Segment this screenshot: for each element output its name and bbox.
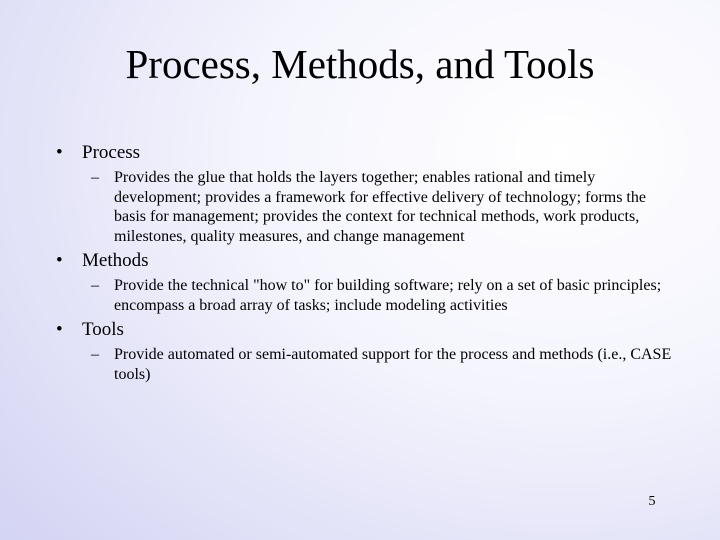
bullet-marker: • — [56, 319, 63, 340]
sub-bullet-text-tools: Provide automated or semi-automated support for the process and methods (i.e., CASE tools) — [114, 346, 672, 383]
sub-bullet-marker: – — [91, 346, 99, 363]
sub-bullet-text-methods: Provide the technical "how to" for building software; rely on a set of basic principles; encompass a broad array of tasks; include modeling activities — [114, 277, 662, 314]
bullet-label-methods: Methods — [82, 250, 149, 271]
bullet-marker: • — [56, 250, 63, 271]
slide-title: Process, Methods, and Tools — [125, 41, 595, 87]
sub-bullet-text-process: Provides the glue that holds the layers together; enables rational and timely development; provides a framework for effective delivery of technology; forms the basis for management; provides the context for technical methods, work products, milestones, quality measures, and change management — [114, 169, 646, 245]
bullet-label-process: Process — [82, 142, 141, 163]
page-number: 5 — [648, 494, 656, 509]
sub-bullet-tools — [91, 345, 676, 384]
bullet-marker: • — [56, 142, 63, 163]
bullet-label-tools: Tools — [82, 319, 124, 340]
bullet-tools — [56, 318, 124, 342]
bullet-methods — [56, 249, 149, 273]
sub-bullet-marker: – — [91, 277, 99, 294]
bullet-process — [56, 141, 140, 165]
sub-bullet-methods — [91, 276, 676, 315]
sub-bullet-process — [91, 168, 676, 246]
sub-bullet-marker: – — [91, 169, 99, 186]
